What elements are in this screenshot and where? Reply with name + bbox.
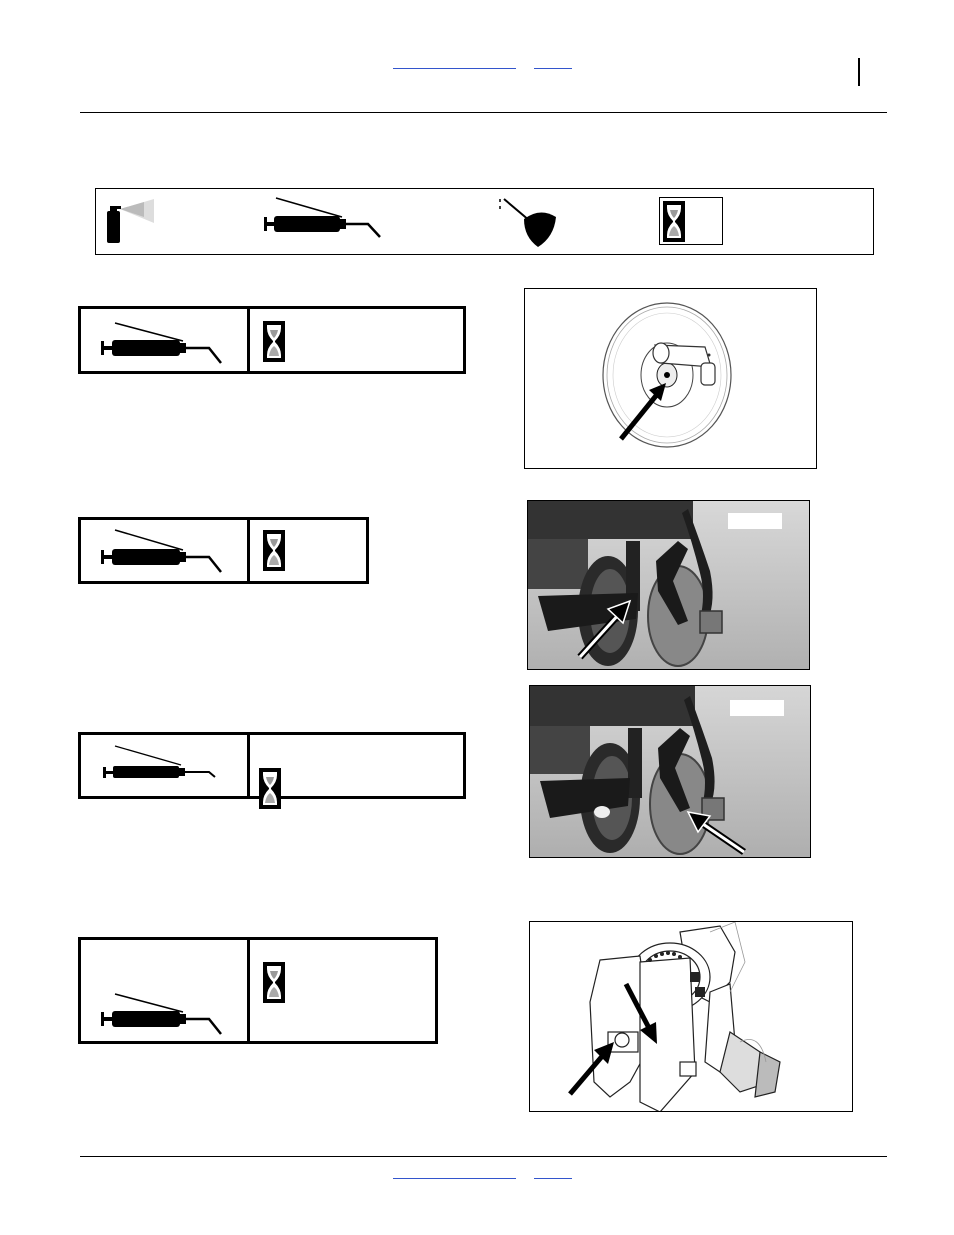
row-unit-photo-drawing: [528, 501, 810, 670]
lube-box-1: [78, 306, 466, 374]
hourglass-icon: [663, 201, 685, 242]
header-link-2[interactable]: [534, 68, 572, 69]
header-page-marker: [858, 58, 860, 86]
grease-gun-icon: [99, 528, 229, 576]
hourglass-icon: [263, 321, 285, 362]
cell-divider: [247, 309, 250, 371]
row-unit-assembly-drawing: [530, 922, 853, 1112]
figure-row-unit-photo-2: [529, 685, 811, 858]
row-unit-photo-drawing: [530, 686, 811, 858]
hourglass-icon: [263, 962, 285, 1003]
hourglass-box: [659, 197, 723, 245]
cell-divider: [247, 735, 250, 796]
footer-link-1[interactable]: [393, 1178, 516, 1179]
hourglass-icon: [263, 530, 285, 571]
grease-gun-icon: [101, 743, 221, 783]
cell-divider: [247, 940, 250, 1041]
footer-link-2[interactable]: [534, 1178, 572, 1179]
oil-can-icon: [496, 195, 561, 251]
lube-box-2: [78, 517, 369, 584]
grease-gun-icon: [99, 990, 229, 1038]
legend-box: [95, 188, 874, 255]
gauge-wheel-drawing: [525, 289, 817, 469]
grease-gun-icon: [262, 195, 387, 243]
figure-gauge-wheel-hub: [524, 288, 817, 469]
hourglass-icon: [259, 768, 281, 809]
figure-row-unit-assembly: [529, 921, 853, 1112]
figure-row-unit-photo-1: [527, 500, 810, 670]
lube-box-4: [78, 937, 438, 1044]
footer-rule: [80, 1156, 887, 1157]
cell-divider: [247, 520, 250, 581]
grease-gun-icon: [99, 319, 229, 367]
header-rule: [80, 112, 887, 113]
header-link-1[interactable]: [393, 68, 516, 69]
spray-can-icon: [104, 197, 156, 245]
